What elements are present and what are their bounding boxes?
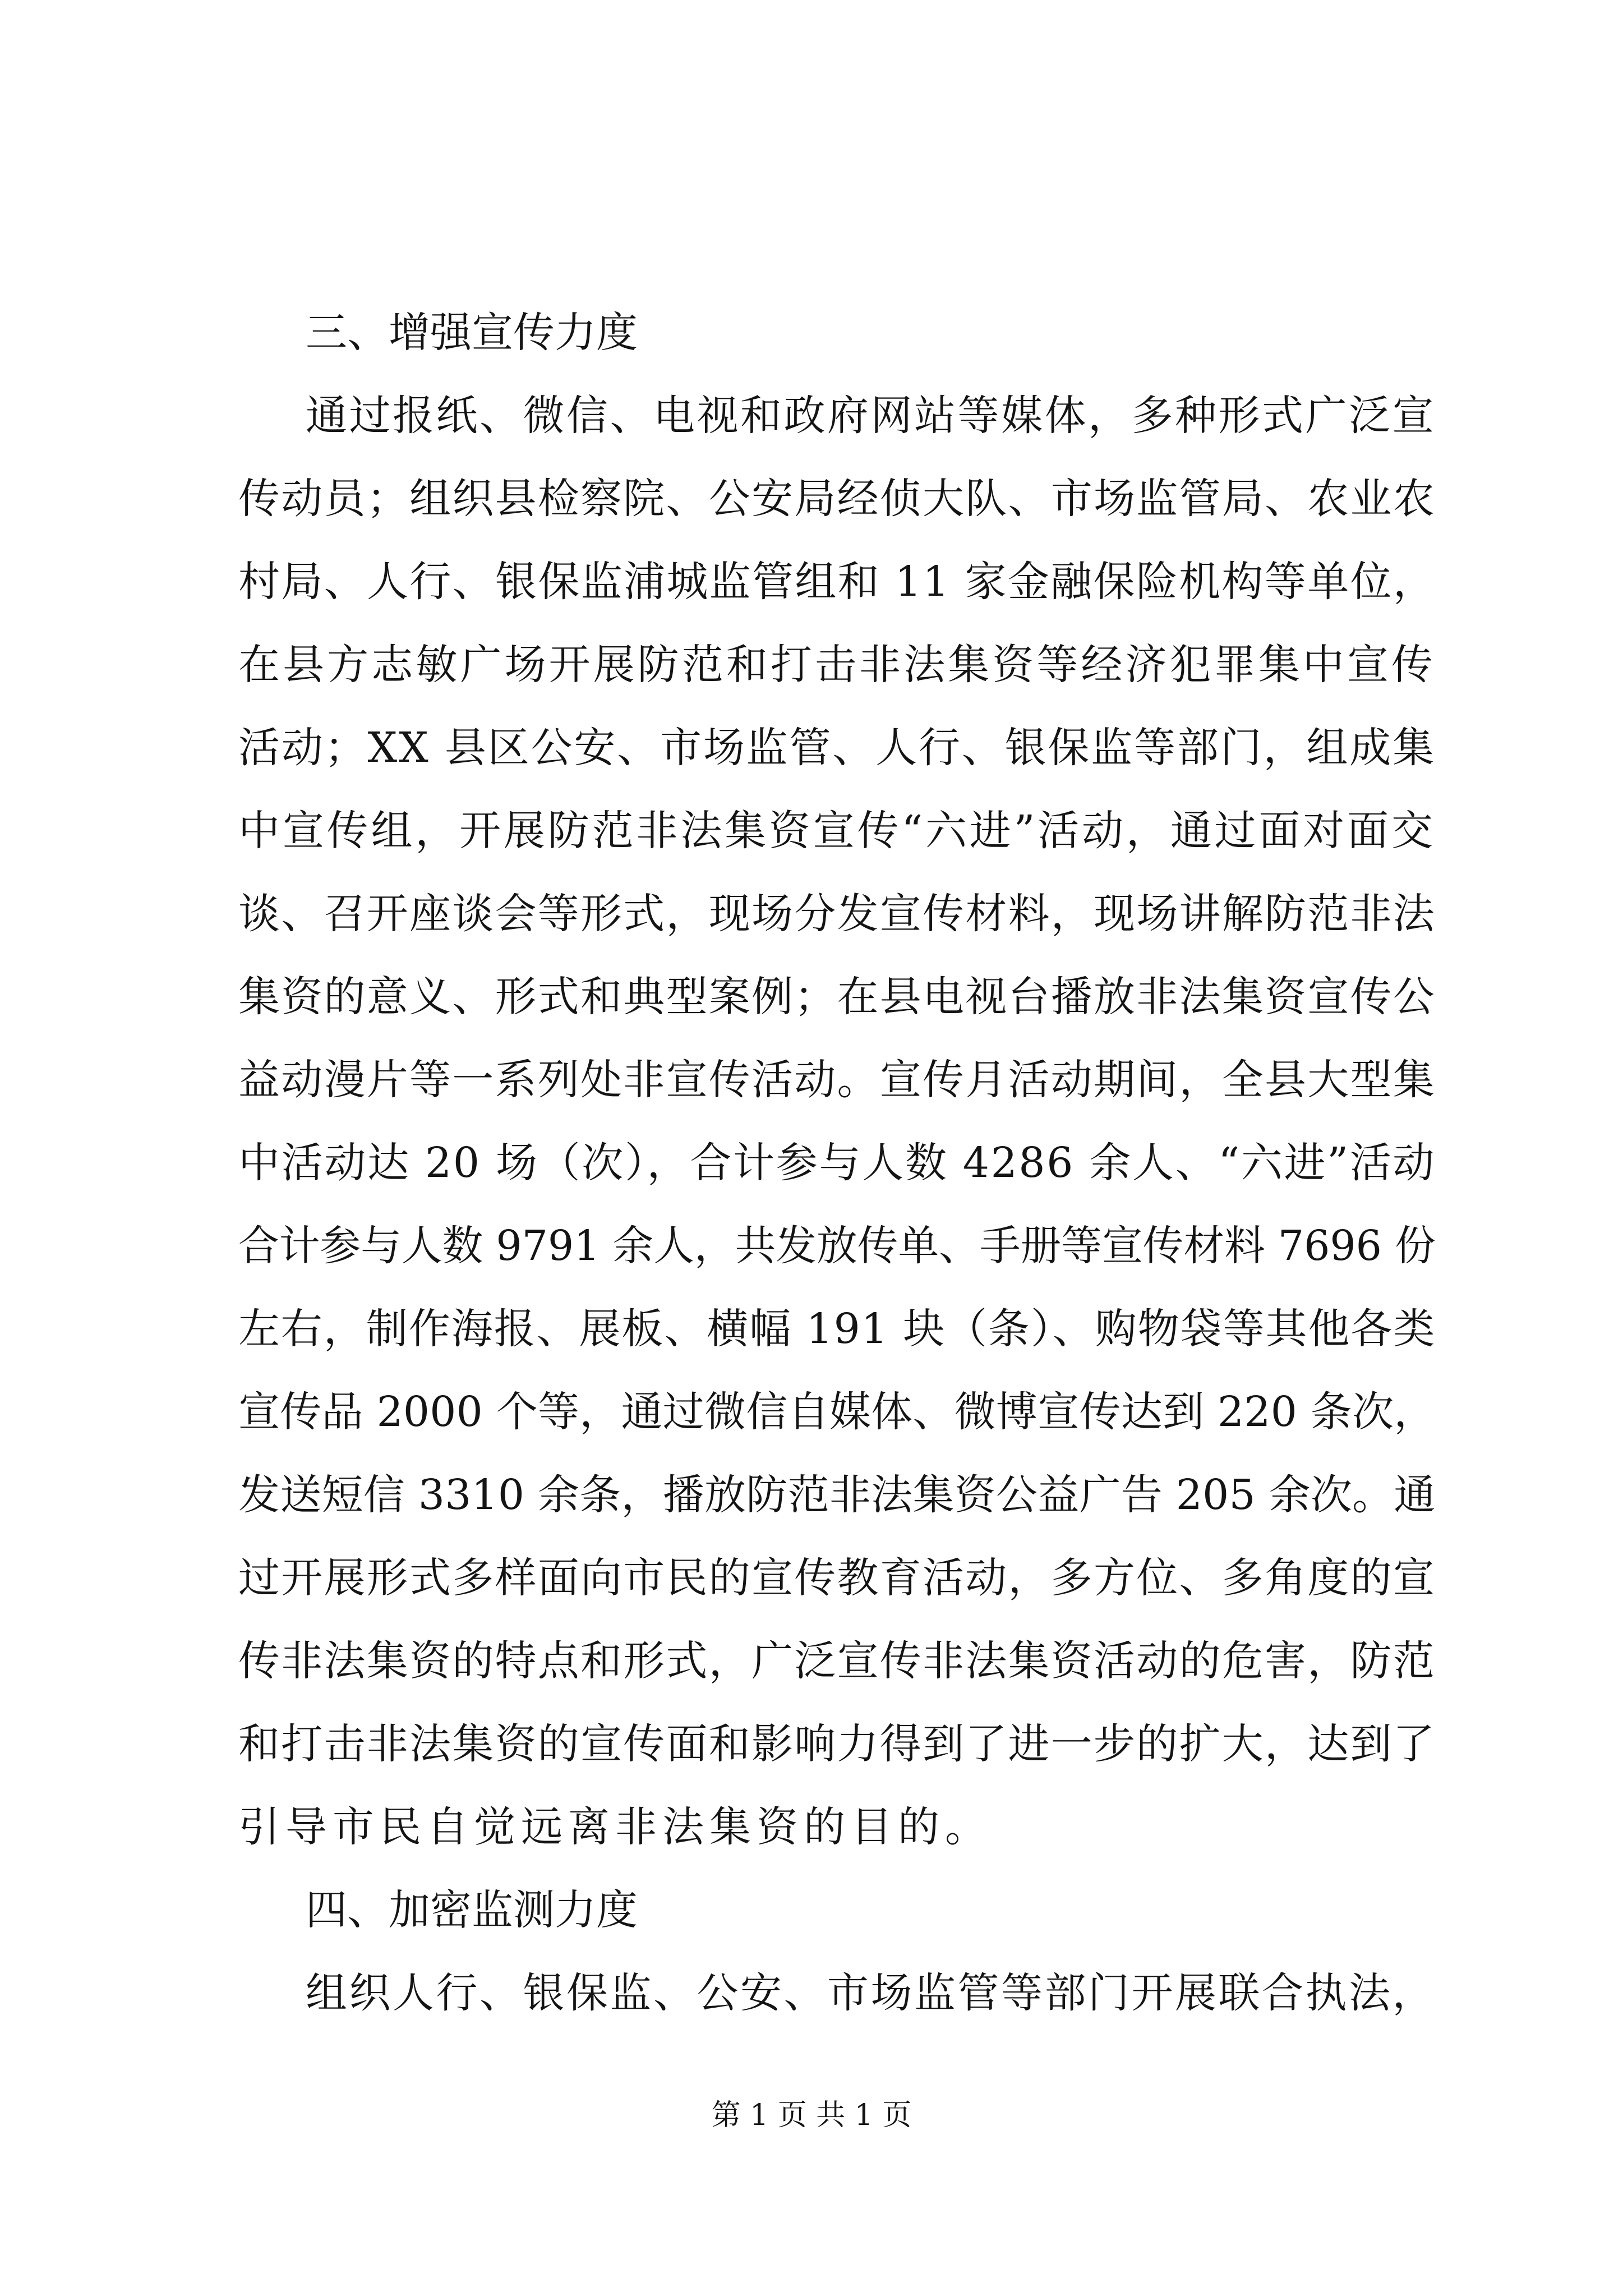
paragraph-line: 左右，制作海报、展板、横幅 191 块（条）、购物袋等其他各类 <box>238 1305 1436 1353</box>
paragraph-line: 合计参与人数 9791 余人，共发放传单、手册等宣传材料 7696 份 <box>238 1222 1436 1270</box>
paragraph-line: 引导市民自觉远离非法集资的目的。 <box>238 1803 992 1851</box>
section-heading-3: 三、增强宣传力度 <box>306 309 638 357</box>
paragraph-line: 发送短信 3310 余条，播放防范非法集资公益广告 205 余次。通 <box>238 1471 1436 1519</box>
section-heading-4: 四、加密监测力度 <box>306 1886 638 1934</box>
paragraph-line: 益动漫片等一系列处非宣传活动。宣传月活动期间，全县大型集 <box>238 1056 1436 1104</box>
paragraph-line: 村局、人行、银保监浦城监管组和 11 家金融保险机构等单位， <box>238 558 1436 606</box>
paragraph-line: 在县方志敏广场开展防范和打击非法集资等经济犯罪集中宣传 <box>238 641 1436 689</box>
paragraph-line: 过开展形式多样面向市民的宣传教育活动，多方位、多角度的宣 <box>238 1554 1436 1602</box>
paragraph-line: 活动；XX 县区公安、市场监管、人行、银保监等部门，组成集 <box>238 724 1436 772</box>
paragraph-line: 通过报纸、微信、电视和政府网站等媒体，多种形式广泛宣 <box>306 392 1436 440</box>
paragraph-line: 谈、召开座谈会等形式，现场分发宣传材料，现场讲解防范非法 <box>238 890 1436 938</box>
page-number-footer: 第 1 页 共 1 页 <box>711 2099 912 2132</box>
paragraph-line: 传非法集资的特点和形式，广泛宣传非法集资活动的危害，防范 <box>238 1637 1436 1685</box>
paragraph-line: 中活动达 20 场（次），合计参与人数 4286 余人、“六进”活动 <box>238 1139 1436 1187</box>
paragraph-line: 宣传品 2000 个等，通过微信自媒体、微博宣传达到 220 条次， <box>238 1388 1436 1436</box>
paragraph-line: 传动员；组织县检察院、公安局经侦大队、市场监管局、农业农 <box>238 475 1436 523</box>
paragraph-line: 和打击非法集资的宣传面和影响力得到了进一步的扩大，达到了 <box>238 1720 1436 1768</box>
paragraph-line: 集资的意义、形式和典型案例；在县电视台播放非法集资宣传公 <box>238 973 1436 1021</box>
paragraph-line: 组织人行、银保监、公安、市场监管等部门开展联合执法， <box>306 1969 1436 2017</box>
paragraph-line: 中宣传组，开展防范非法集资宣传“六进”活动，通过面对面交 <box>238 807 1436 855</box>
